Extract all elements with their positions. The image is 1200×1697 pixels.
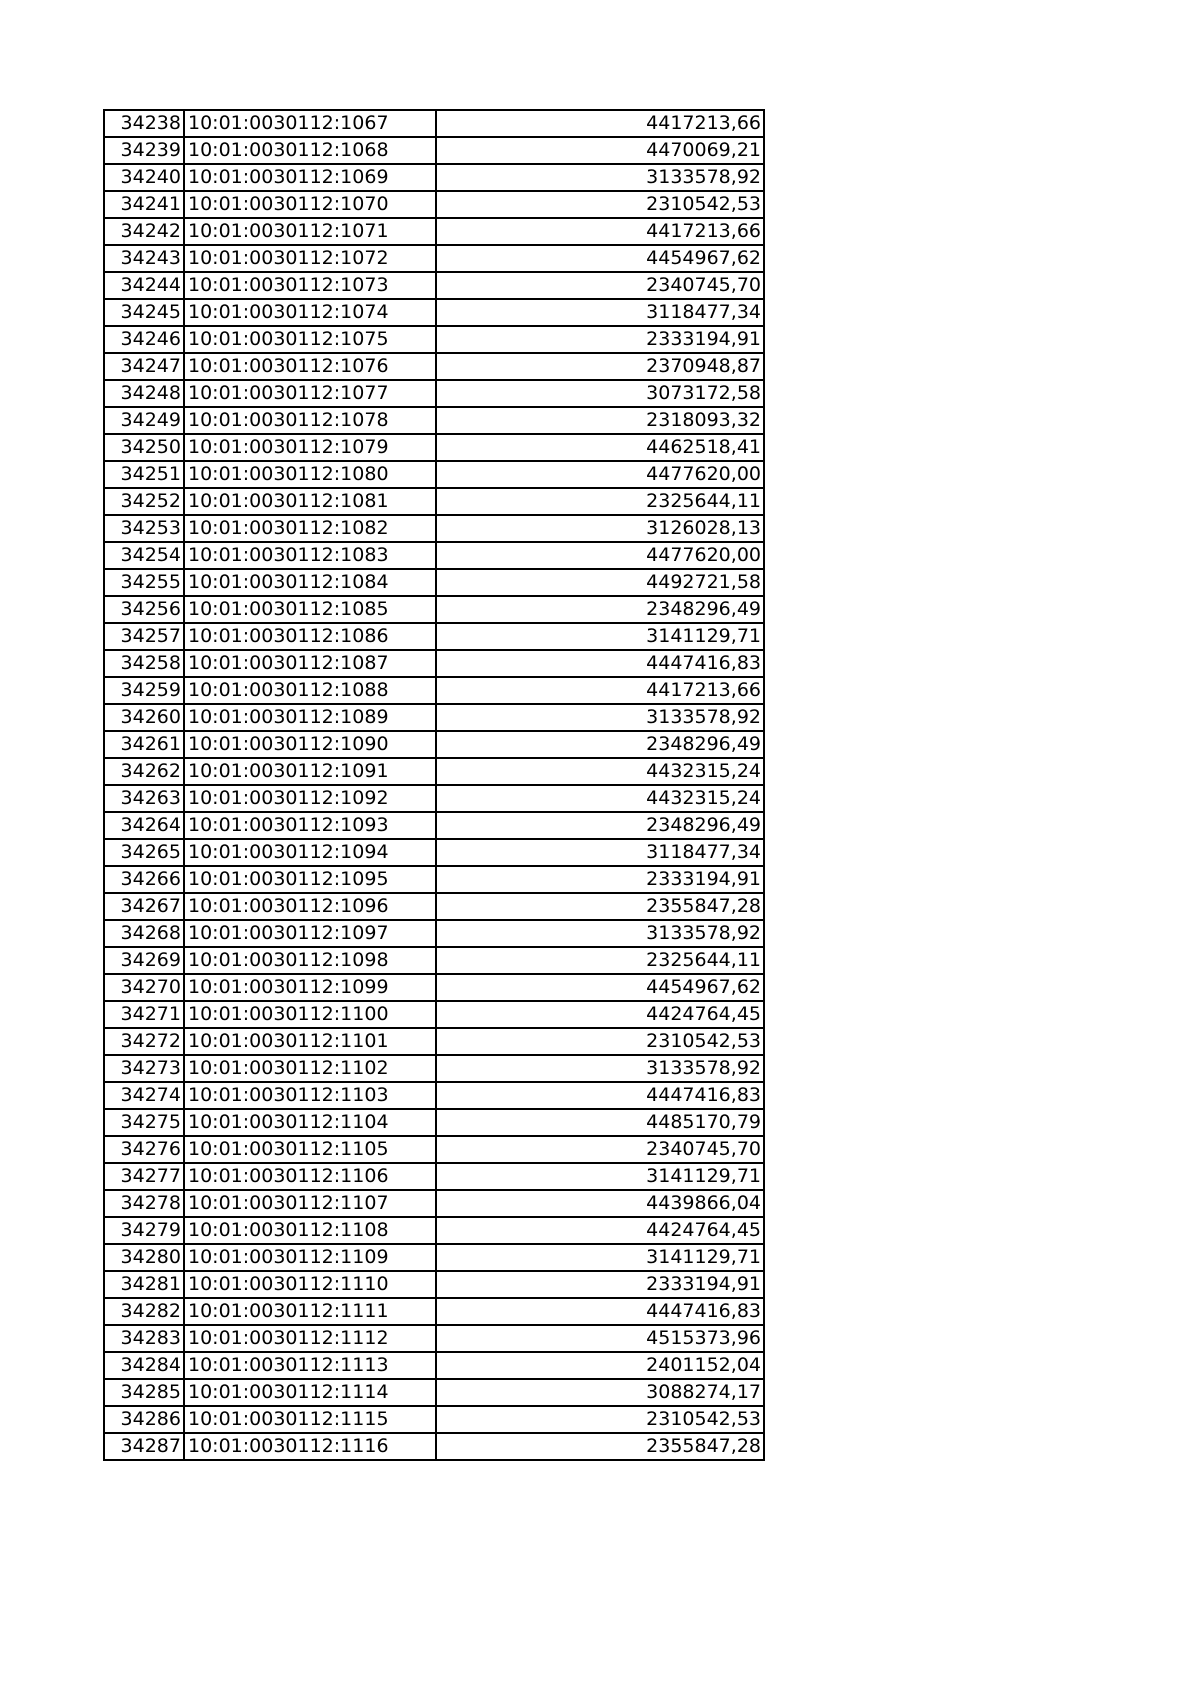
table-row (104, 110, 764, 137)
cadastral-number-cell: 10:01:0030112:1084 (184, 569, 436, 596)
cadastral-number-cell: 10:01:0030112:1110 (184, 1271, 436, 1298)
cadastral-value-cell: 3118477,34 (436, 839, 764, 866)
row-number-cell: 34247 (104, 353, 184, 380)
table-row (104, 137, 764, 164)
table-row (104, 1406, 764, 1433)
table-row (104, 272, 764, 299)
table-row (104, 974, 764, 1001)
cadastral-value-cell: 2325644,11 (436, 947, 764, 974)
table-row (104, 1163, 764, 1190)
table-row (104, 569, 764, 596)
row-number-cell: 34242 (104, 218, 184, 245)
cadastral-value-cell: 3141129,71 (436, 623, 764, 650)
cadastral-number-cell: 10:01:0030112:1080 (184, 461, 436, 488)
table-row (104, 164, 764, 191)
row-number-cell: 34285 (104, 1379, 184, 1406)
cadastral-number-cell: 10:01:0030112:1070 (184, 191, 436, 218)
cadastral-value-cell: 4447416,83 (436, 1298, 764, 1325)
table-row (104, 488, 764, 515)
cadastral-value-cell: 4454967,62 (436, 245, 764, 272)
cadastral-value-cell: 4454967,62 (436, 974, 764, 1001)
row-number-cell: 34269 (104, 947, 184, 974)
row-number-cell: 34270 (104, 974, 184, 1001)
cadastral-number-cell: 10:01:0030112:1072 (184, 245, 436, 272)
cadastral-number-cell: 10:01:0030112:1094 (184, 839, 436, 866)
table-row (104, 623, 764, 650)
table-row (104, 1136, 764, 1163)
cadastral-value-cell: 3133578,92 (436, 1055, 764, 1082)
table-row (104, 704, 764, 731)
table-row (104, 812, 764, 839)
cadastral-number-cell: 10:01:0030112:1082 (184, 515, 436, 542)
row-number-cell: 34287 (104, 1433, 184, 1460)
cadastral-value-table (103, 109, 765, 1461)
row-number-cell: 34265 (104, 839, 184, 866)
cadastral-value-cell: 4424764,45 (436, 1001, 764, 1028)
cadastral-value-cell: 4432315,24 (436, 785, 764, 812)
table-row (104, 1001, 764, 1028)
cadastral-number-cell: 10:01:0030112:1100 (184, 1001, 436, 1028)
table-row (104, 650, 764, 677)
table-row (104, 380, 764, 407)
table-row (104, 758, 764, 785)
cadastral-number-cell: 10:01:0030112:1099 (184, 974, 436, 1001)
cadastral-number-cell: 10:01:0030112:1113 (184, 1352, 436, 1379)
table-row (104, 515, 764, 542)
table-row (104, 1028, 764, 1055)
table-row (104, 1082, 764, 1109)
cadastral-value-cell: 3073172,58 (436, 380, 764, 407)
table-row (104, 245, 764, 272)
cadastral-number-cell: 10:01:0030112:1085 (184, 596, 436, 623)
row-number-cell: 34258 (104, 650, 184, 677)
cadastral-number-cell: 10:01:0030112:1105 (184, 1136, 436, 1163)
cadastral-value-cell: 2310542,53 (436, 1028, 764, 1055)
row-number-cell: 34264 (104, 812, 184, 839)
table-row (104, 326, 764, 353)
cadastral-value-cell: 4470069,21 (436, 137, 764, 164)
row-number-cell: 34259 (104, 677, 184, 704)
cadastral-value-cell: 2333194,91 (436, 326, 764, 353)
row-number-cell: 34244 (104, 272, 184, 299)
table-row (104, 218, 764, 245)
cadastral-number-cell: 10:01:0030112:1112 (184, 1325, 436, 1352)
cadastral-number-cell: 10:01:0030112:1103 (184, 1082, 436, 1109)
row-number-cell: 34250 (104, 434, 184, 461)
table-row (104, 1325, 764, 1352)
cadastral-value-cell: 4432315,24 (436, 758, 764, 785)
cadastral-value-cell: 2310542,53 (436, 1406, 764, 1433)
row-number-cell: 34261 (104, 731, 184, 758)
cadastral-number-cell: 10:01:0030112:1086 (184, 623, 436, 650)
cadastral-value-cell: 4447416,83 (436, 650, 764, 677)
cadastral-value-cell: 2401152,04 (436, 1352, 764, 1379)
cadastral-number-cell: 10:01:0030112:1115 (184, 1406, 436, 1433)
table-row (104, 1271, 764, 1298)
table-row (104, 920, 764, 947)
cadastral-number-cell: 10:01:0030112:1068 (184, 137, 436, 164)
row-number-cell: 34281 (104, 1271, 184, 1298)
table-row (104, 785, 764, 812)
cadastral-value-cell: 4439866,04 (436, 1190, 764, 1217)
cadastral-value-cell: 2333194,91 (436, 866, 764, 893)
cadastral-number-cell: 10:01:0030112:1089 (184, 704, 436, 731)
row-number-cell: 34273 (104, 1055, 184, 1082)
row-number-cell: 34275 (104, 1109, 184, 1136)
row-number-cell: 34278 (104, 1190, 184, 1217)
cadastral-number-cell: 10:01:0030112:1071 (184, 218, 436, 245)
table-row (104, 947, 764, 974)
row-number-cell: 34256 (104, 596, 184, 623)
cadastral-number-cell: 10:01:0030112:1098 (184, 947, 436, 974)
table-row (104, 677, 764, 704)
row-number-cell: 34271 (104, 1001, 184, 1028)
table-row (104, 1217, 764, 1244)
row-number-cell: 34248 (104, 380, 184, 407)
row-number-cell: 34279 (104, 1217, 184, 1244)
cadastral-number-cell: 10:01:0030112:1096 (184, 893, 436, 920)
cadastral-number-cell: 10:01:0030112:1069 (184, 164, 436, 191)
cadastral-value-cell: 4424764,45 (436, 1217, 764, 1244)
row-number-cell: 34240 (104, 164, 184, 191)
cadastral-value-cell: 2333194,91 (436, 1271, 764, 1298)
row-number-cell: 34241 (104, 191, 184, 218)
cadastral-value-cell: 2355847,28 (436, 893, 764, 920)
cadastral-value-cell: 2310542,53 (436, 191, 764, 218)
row-number-cell: 34238 (104, 110, 184, 137)
cadastral-value-cell: 2355847,28 (436, 1433, 764, 1460)
row-number-cell: 34284 (104, 1352, 184, 1379)
cadastral-number-cell: 10:01:0030112:1093 (184, 812, 436, 839)
cadastral-value-cell: 2325644,11 (436, 488, 764, 515)
row-number-cell: 34267 (104, 893, 184, 920)
cadastral-number-cell: 10:01:0030112:1102 (184, 1055, 436, 1082)
cadastral-number-cell: 10:01:0030112:1108 (184, 1217, 436, 1244)
cadastral-value-cell: 3141129,71 (436, 1244, 764, 1271)
cadastral-number-cell: 10:01:0030112:1088 (184, 677, 436, 704)
row-number-cell: 34245 (104, 299, 184, 326)
table-row (104, 893, 764, 920)
table-row (104, 1352, 764, 1379)
cadastral-value-cell: 3088274,17 (436, 1379, 764, 1406)
cadastral-value-cell: 2348296,49 (436, 812, 764, 839)
row-number-cell: 34263 (104, 785, 184, 812)
row-number-cell: 34268 (104, 920, 184, 947)
row-number-cell: 34280 (104, 1244, 184, 1271)
cadastral-value-cell: 2340745,70 (436, 1136, 764, 1163)
row-number-cell: 34266 (104, 866, 184, 893)
table-row (104, 596, 764, 623)
cadastral-value-cell: 2370948,87 (436, 353, 764, 380)
table-row (104, 461, 764, 488)
cadastral-value-cell: 4462518,41 (436, 434, 764, 461)
cadastral-value-cell: 2348296,49 (436, 731, 764, 758)
cadastral-number-cell: 10:01:0030112:1081 (184, 488, 436, 515)
row-number-cell: 34260 (104, 704, 184, 731)
table-row (104, 1190, 764, 1217)
cadastral-value-cell: 4417213,66 (436, 218, 764, 245)
row-number-cell: 34251 (104, 461, 184, 488)
row-number-cell: 34239 (104, 137, 184, 164)
cadastral-value-cell: 4485170,79 (436, 1109, 764, 1136)
table-row (104, 1055, 764, 1082)
cadastral-number-cell: 10:01:0030112:1101 (184, 1028, 436, 1055)
table-row (104, 1298, 764, 1325)
cadastral-number-cell: 10:01:0030112:1114 (184, 1379, 436, 1406)
row-number-cell: 34282 (104, 1298, 184, 1325)
cadastral-value-cell: 3133578,92 (436, 920, 764, 947)
cadastral-number-cell: 10:01:0030112:1107 (184, 1190, 436, 1217)
row-number-cell: 34243 (104, 245, 184, 272)
cadastral-number-cell: 10:01:0030112:1078 (184, 407, 436, 434)
row-number-cell: 34252 (104, 488, 184, 515)
row-number-cell: 34253 (104, 515, 184, 542)
cadastral-value-cell: 2348296,49 (436, 596, 764, 623)
cadastral-value-cell: 3133578,92 (436, 164, 764, 191)
cadastral-number-cell: 10:01:0030112:1097 (184, 920, 436, 947)
cadastral-value-cell: 3118477,34 (436, 299, 764, 326)
table-row (104, 1379, 764, 1406)
cadastral-value-cell: 2340745,70 (436, 272, 764, 299)
row-number-cell: 34249 (104, 407, 184, 434)
row-number-cell: 34277 (104, 1163, 184, 1190)
row-number-cell: 34246 (104, 326, 184, 353)
cadastral-number-cell: 10:01:0030112:1087 (184, 650, 436, 677)
row-number-cell: 34283 (104, 1325, 184, 1352)
cadastral-value-cell: 4515373,96 (436, 1325, 764, 1352)
cadastral-number-cell: 10:01:0030112:1075 (184, 326, 436, 353)
cadastral-number-cell: 10:01:0030112:1067 (184, 110, 436, 137)
cadastral-number-cell: 10:01:0030112:1106 (184, 1163, 436, 1190)
cadastral-number-cell: 10:01:0030112:1076 (184, 353, 436, 380)
cadastral-number-cell: 10:01:0030112:1095 (184, 866, 436, 893)
row-number-cell: 34274 (104, 1082, 184, 1109)
cadastral-value-cell: 4477620,00 (436, 461, 764, 488)
table-body (104, 110, 764, 1460)
cadastral-value-cell: 3126028,13 (436, 515, 764, 542)
cadastral-number-cell: 10:01:0030112:1104 (184, 1109, 436, 1136)
table-row (104, 191, 764, 218)
table-row (104, 407, 764, 434)
cadastral-number-cell: 10:01:0030112:1074 (184, 299, 436, 326)
cadastral-value-cell: 4477620,00 (436, 542, 764, 569)
row-number-cell: 34257 (104, 623, 184, 650)
row-number-cell: 34276 (104, 1136, 184, 1163)
cadastral-value-cell: 4447416,83 (436, 1082, 764, 1109)
row-number-cell: 34255 (104, 569, 184, 596)
cadastral-value-cell: 2318093,32 (436, 407, 764, 434)
cadastral-number-cell: 10:01:0030112:1091 (184, 758, 436, 785)
table-row (104, 542, 764, 569)
row-number-cell: 34272 (104, 1028, 184, 1055)
table-row (104, 866, 764, 893)
cadastral-number-cell: 10:01:0030112:1077 (184, 380, 436, 407)
cadastral-number-cell: 10:01:0030112:1092 (184, 785, 436, 812)
cadastral-number-cell: 10:01:0030112:1109 (184, 1244, 436, 1271)
table-row (104, 731, 764, 758)
cadastral-number-cell: 10:01:0030112:1073 (184, 272, 436, 299)
table-row (104, 434, 764, 461)
cadastral-value-cell: 3133578,92 (436, 704, 764, 731)
cadastral-number-cell: 10:01:0030112:1116 (184, 1433, 436, 1460)
cadastral-value-cell: 3141129,71 (436, 1163, 764, 1190)
cadastral-value-cell: 4492721,58 (436, 569, 764, 596)
table-row (104, 1244, 764, 1271)
row-number-cell: 34254 (104, 542, 184, 569)
table-row (104, 1433, 764, 1460)
table-row (104, 1109, 764, 1136)
row-number-cell: 34286 (104, 1406, 184, 1433)
cadastral-number-cell: 10:01:0030112:1083 (184, 542, 436, 569)
table-row (104, 299, 764, 326)
cadastral-number-cell: 10:01:0030112:1090 (184, 731, 436, 758)
row-number-cell: 34262 (104, 758, 184, 785)
cadastral-value-cell: 4417213,66 (436, 677, 764, 704)
table-row (104, 839, 764, 866)
cadastral-number-cell: 10:01:0030112:1111 (184, 1298, 436, 1325)
cadastral-number-cell: 10:01:0030112:1079 (184, 434, 436, 461)
table-row (104, 353, 764, 380)
cadastral-value-cell: 4417213,66 (436, 110, 764, 137)
